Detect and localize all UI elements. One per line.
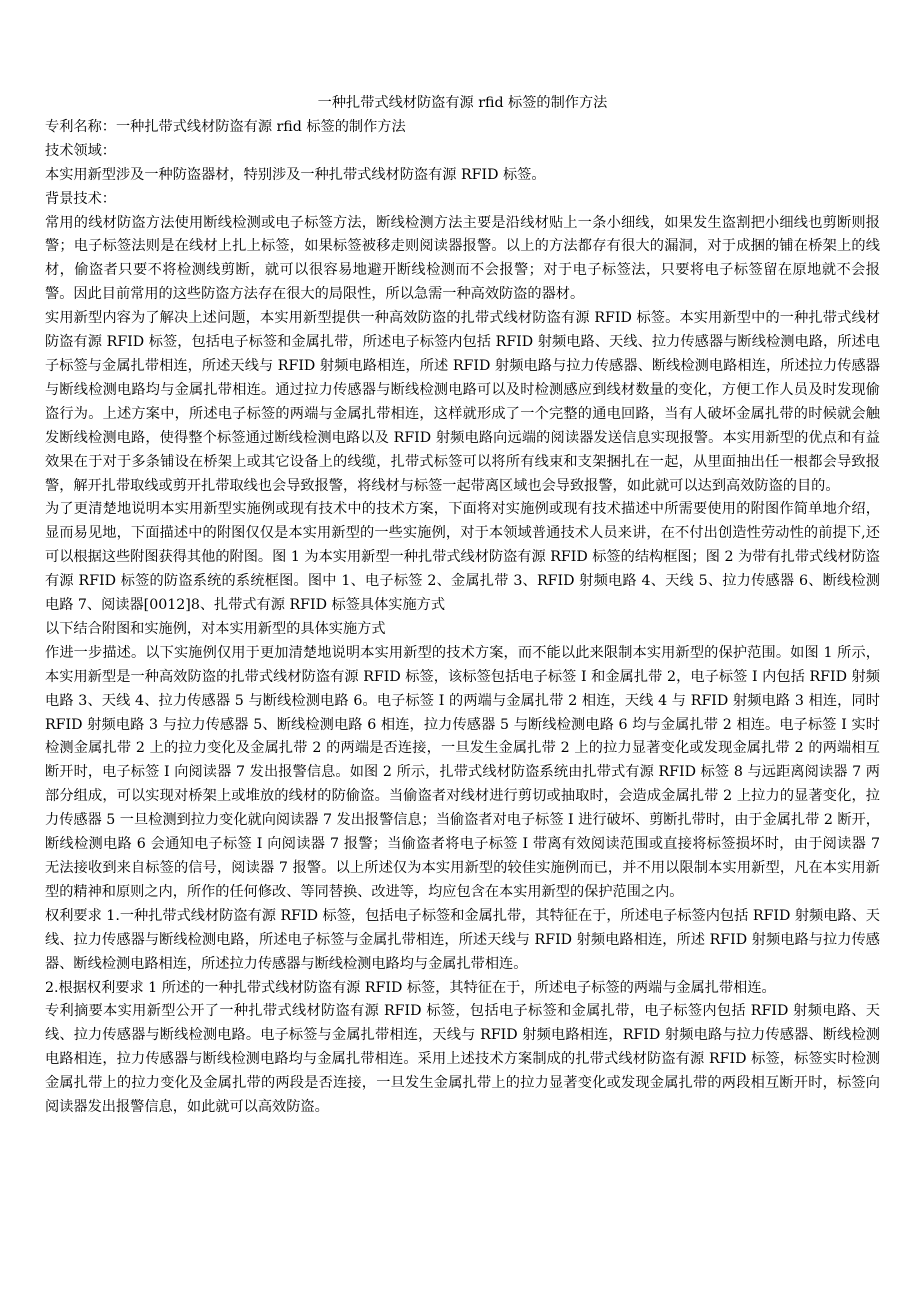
section-heading-technical-field: 技术领域： [45, 142, 116, 159]
technical-field-text: 本实用新型涉及一种防盗器材，特别涉及一种扎带式线材防盗有源 RFID 标签。 [45, 166, 546, 183]
embodiment-intro-line: 以下结合附图和实施例，对本实用新型的具体实施方式 [45, 620, 386, 637]
patent-name-line: 专利名称：一种扎带式线材防盗有源 rfid 标签的制作方法 [45, 118, 406, 135]
claim-1-paragraph: 权利要求 1.一种扎带式线材防盗有源 RFID 标签，包括电子标签和金属扎带，其特征在于，所述电子标签内包括 RFID 射频电路、天线、拉力传感器与断线检测电路，所述电子标签与金属扎带相连，所述天线与 RFID 射频电路相连，所述 RFID 射频电路与拉力传感器、断线检测电路相连，所述拉力传感器与断线检测电路均与金属扎带相连。 [45, 907, 880, 972]
summary-paragraph: 实用新型内容为了解决上述问题，本实用新型提供一种高效防盗的扎带式线材防盗有源 RFID 标签。本实用新型中的一种扎带式线材防盗有源 RFID 标签，包括电子标签和金属扎带，所述电子标签内包括 RFID 射频电路、天线、拉力传感器与断线检测电路，所述电子标签与金属扎带相连，所述天线与 RFID 射频电路相连，所述 RFID 射频电路与拉力传感器、断线检测电路相连，所述拉力传感器与断线检测电路均与金属扎带相连。通过拉力传感器与断线检测电路可以及时检测感应到线材数量的变化，方便工作人员及时发现偷盗行为。上述方案中，所述电子标签的两端与金属扎带相连，这样就形成了一个完整的通电回路，当有人破坏金属扎带的时候就会触发断线检测电路，使得整个标签通过断线检测电路以及 RFID 射频电路向远端的阅读器发送信息实现报警。本实用新型的优点和有益效果在于对于多条铺设在桥架上或其它设备上的线缆，扎带式标签可以将所有线束和支架捆扎在一起，从里面抽出任一根都会导致报警，解开扎带取线或剪开扎带取线也会导致报警，将线材与标签一起带离区域也会导致报警，如此就可以达到高效防盗的目的。 [45, 310, 880, 494]
section-heading-background: 背景技术： [45, 190, 116, 207]
abstract-paragraph: 专利摘要本实用新型公开了一种扎带式线材防盗有源 RFID 标签，包括电子标签和金属扎带，电子标签内包括 RFID 射频电路、天线、拉力传感器与断线检测电路。电子标签与金属扎带相连，天线与 RFID 射频电路相连，RFID 射频电路与拉力传感器、断线检测电路相连，拉力传感器与断线检测电路均与金属扎带相连。采用上述技术方案制成的扎带式线材防盗有源 RFID 标签，标签实时检测金属扎带上的拉力变化及金属扎带的两段是否连接，一旦发生金属扎带上的拉力显著变化或发现金属扎带的两段相互断开时，标签向阅读器发出报警信息，如此就可以高效防盗。 [45, 1003, 880, 1116]
embodiment-paragraph: 作进一步描述。以下实施例仅用于更加清楚地说明本实用新型的技术方案，而不能以此来限制本实用新型的保护范围。如图 1 所示，本实用新型是一种高效防盗的扎带式线材防盗有源 RFID 标签，该标签包括电子标签 I 和金属扎带 2，电子标签 I 内包括 RFID 射频电路 3、天线 4、拉力传感器 5 与断线检测电路 6。电子标签 I 的两端与金属扎带 2 相连，天线 4 与 RFID 射频电路 3 相连，同时 RFID 射频电路 3 与拉力传感器 5、断线检测电路 6 相连，拉力传感器 5 与断线检测电路 6 均与金属扎带 2 相连。电子标签 I 实时检测金属扎带 2 上的拉力变化及金属扎带 2 的两端是否连接，一旦发生金属扎带 2 上的拉力显著变化或发现金属扎带 2 的两端相互断开时，电子标签 I 向阅读器 7 发出报警信息。如图 2 所示，扎带式线材防盗系统由扎带式有源 RFID 标签 8 与远距离阅读器 7 两部分组成，可以实现对桥架上或堆放的线材的防偷盗。当偷盗者对线材进行剪切或抽取时，会造成金属扎带 2 上拉力的显著变化，拉力传感器 5 一旦检测到拉力变化就向阅读器 7 发出报警信息；当偷盗者对电子标签 I 进行破坏、剪断扎带时，由于金属扎带 2 断开，断线检测电路 6 会通知电子标签 I 向阅读器 7 报警；当偷盗者将电子标签 I 带离有效阅读范围或直接将标签损坏时，由于阅读器 7 无法接收到来自标签的信号，阅读器 7 报警。以上所述仅为本实用新型的较佳实施例而已，并不用以限制本实用新型，凡在本实用新型的精神和原则之内，所作的任何修改、等同替换、改进等，均应包含在本实用新型的保护范围之内。 [45, 644, 880, 900]
document-page [45, 92, 880, 1120]
claim-2-paragraph: 2.根据权利要求 1 所述的一种扎带式线材防盗有源 RFID 标签，其特征在于，所述电子标签的两端与金属扎带相连。 [45, 979, 776, 996]
background-paragraph: 常用的线材防盗方法使用断线检测或电子标签方法，断线检测方法主要是沿线材贴上一条小细线，如果发生盗割把小细线也剪断则报警；电子标签法则是在线材上扎上标签，如果标签被移走则阅读器报警。以上的方法都存有很大的漏洞，对于成捆的铺在桥架上的线材，偷盗者只要不将检测线剪断，就可以很容易地避开断线检测而不会报警；对于电子标签法，只要将电子标签留在原地就不会报警。因此目前常用的这些防盗方法存在很大的局限性，所以急需一种高效防盗的器材。 [45, 214, 880, 303]
document-title: 一种扎带式线材防盗有源 rfid 标签的制作方法 [317, 95, 608, 111]
drawings-description-paragraph: 为了更清楚地说明本实用新型实施例或现有技术中的技术方案，下面将对实施例或现有技术描述中所需要使用的附图作简单地介绍，显而易见地，下面描述中的附图仅仅是本实用新型的一些实施例，对于本领域普通技术人员来讲，在不付出创造性劳动性的前提下,还可以根据这些附图获得其他的附图。图 1 为本实用新型一种扎带式线材防盗有源 RFID 标签的结构框图；图 2 为带有扎带式线材防盗有源 RFID 标签的防盗系统的系统框图。图中 1、电子标签 2、金属扎带 3、RFID 射频电路 4、天线 5、拉力传感器 6、断线检测电路 7、阅读器[0012]8、扎带式有源 RFID 标签具体实施方式 [45, 501, 880, 614]
